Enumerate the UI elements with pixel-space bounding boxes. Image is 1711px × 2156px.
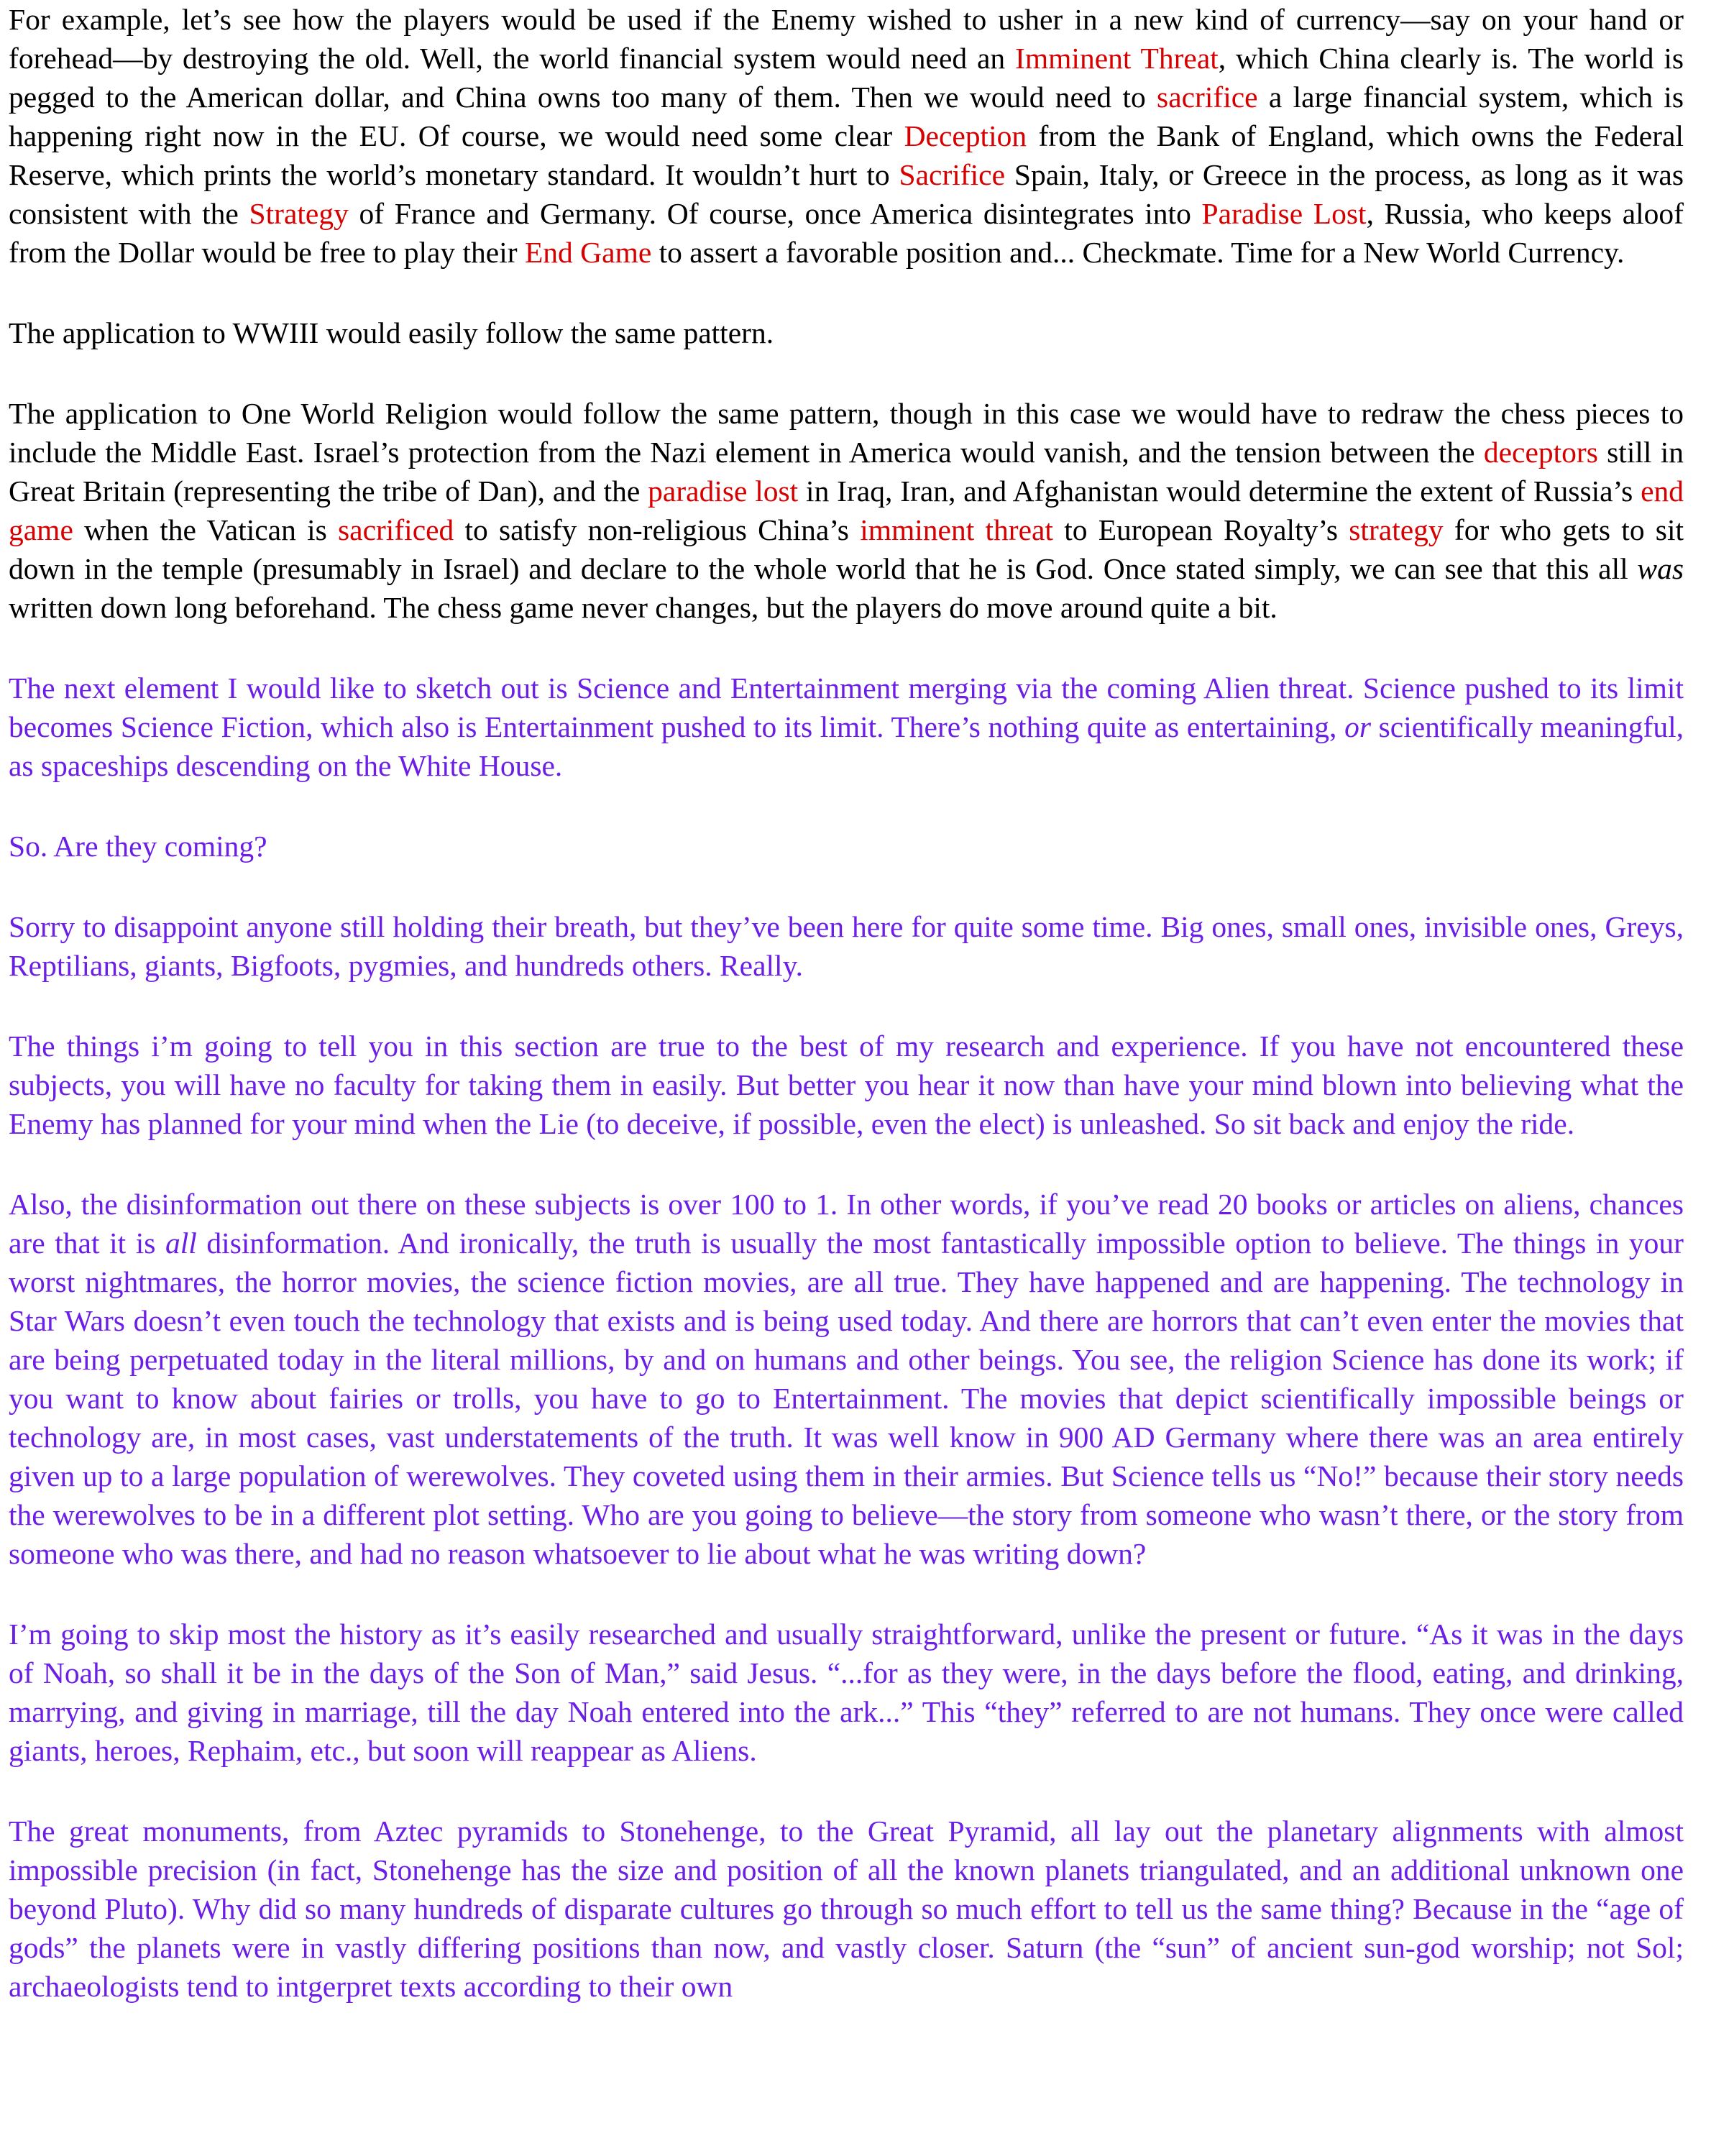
text-run: The great monuments, from Aztec pyramids to Stonehenge, to the Great Pyramid, all lay out the planetary alignments with almost impossible precision (in fact, Stonehenge has the size and position of all the known planets triangulated, and an additional unknown one beyond Pluto). Why did so many hundreds of disparate cultures go through so much effort to tell us the same thing? Because in the “age of gods” the planets were in vastly differing positions than now, and vastly closer. Saturn (the “sun” of ancient sun-god worship; not Sol; archaeologists tend to intgerpret texts according to their own xyxy=(9,1815,1684,2003)
text-run: still in Great Britain (representing the tribe of Dan), and the xyxy=(9,436,1684,508)
text-run: So. Are they coming? xyxy=(9,830,267,863)
text-run: a large financial system, which is happening right now in the EU. Of course, we would need some clear xyxy=(9,81,1684,152)
text-run: for who gets to sit down in the temple (presumably in Israel) and declare to the whole world that he is God. Once stated simply, we can see that this all xyxy=(9,513,1684,585)
text-run: scientifically meaningful, as spaceships descending on the White House. xyxy=(9,710,1684,782)
text-run: For example, let’s see how the players would be used if the Enemy wished to usher in a new kind of currency—say on your hand or forehead—by destroying the old. Well, the world financial system would need an xyxy=(9,3,1684,75)
highlighted-term: end game xyxy=(9,474,1684,546)
text-run: Spain, Italy, or Greece in the process, as long as it was consistent with the xyxy=(9,158,1684,230)
paragraph xyxy=(9,394,1684,627)
text-run: The things i’m going to tell you in this section are true to the best of my research and experience. If you have not encountered these subjects, you will have no faculty for taking them in easily. But better you hear it now than have your mind blown into believing what the Enemy has planned for your mind when the Lie (to deceive, if possible, even the elect) is unleashed. So sit back and enjoy the ride. xyxy=(9,1029,1684,1140)
text-run: Also, the disinformation out there on these subjects is over 100 to 1. In other words, if you’ve read 20 books or articles on aliens, chances are that it is xyxy=(9,1188,1684,1260)
paragraph xyxy=(9,313,1684,352)
paragraph xyxy=(9,907,1684,985)
highlighted-term: Strategy xyxy=(249,197,349,230)
text-run: to satisfy non-religious China’s xyxy=(454,513,861,546)
paragraph xyxy=(9,1615,1684,1770)
emphasis-text: or xyxy=(1344,710,1371,743)
text-run: to European Royalty’s xyxy=(1052,513,1349,546)
highlighted-term: paradise lost xyxy=(648,474,799,508)
highlighted-term: Sacrifice xyxy=(899,158,1005,191)
highlighted-term: deceptors xyxy=(1483,436,1598,469)
paragraph xyxy=(9,0,1684,272)
emphasis-text: all xyxy=(165,1226,197,1260)
text-run: , Russia, who keeps aloof from the Dollar would be free to play their xyxy=(9,197,1684,269)
text-run: The application to One World Religion would follow the same pattern, though in this case we would have to redraw the chess pieces to include the Middle East. Israel’s protection from the Nazi element in America would vanish, and the tension between the xyxy=(9,397,1684,469)
paragraph xyxy=(9,1185,1684,1573)
emphasis-text: was xyxy=(1637,552,1684,585)
paragraph xyxy=(9,1812,1684,2006)
text-run: , which China clearly is. The world is pegged to the American dollar, and China owns too many of them. Then we would need to xyxy=(9,42,1684,114)
text-run: disinformation. And ironically, the truth is usually the most fantastically impossible option to believe. The things in your worst nightmares, the horror movies, the science fiction movies, are all true. They have happened and are happening. The technology in Star Wars doesn’t even touch the technology that exists and is being used today. And there are horrors that can’t even enter the movies that are being perpetuated today in the literal millions, by and on humans and other beings. You see, the religion Science has done its work; if you want to know about fairies or trolls, you have to go to Entertainment. The movies that depict scientifically impossible beings or technology are, in most cases, vast understatements of the truth. It was well know in 900 AD Germany where there was an area entirely given up to a large population of werewolves. They coveted using them in their armies. But Science tells us “No!” because their story needs the werewolves to be in a different plot setting. Who are you going to believe—the story from someone who wasn’t there, or the story from someone who was there, and had no reason whatsoever to lie about what he was writing down? xyxy=(9,1226,1684,1570)
text-run: in Iraq, Iran, and Afghanistan would determine the extent of Russia’s xyxy=(798,474,1641,508)
text-run: Sorry to disappoint anyone still holding their breath, but they’ve been here for quite some time. Big ones, small ones, invisible ones, Greys, Reptilians, giants, Bigfoots, pygmies, and hundreds others. Really. xyxy=(9,910,1684,982)
highlighted-term: End Game xyxy=(524,236,652,269)
highlighted-term: strategy xyxy=(1349,513,1444,546)
text-run: The next element I would like to sketch out is Science and Entertainment merging via the coming Alien threat. Science pushed to its limit becomes Science Fiction, which also is Entertainment pushed to its limit. There’s nothing quite as entertaining, xyxy=(9,671,1684,743)
text-run: I’m going to skip most the history as it’s easily researched and usually straightforward, unlike the present or future. “As it was in the days of Noah, so shall it be in the days of the Son of Man,” said Jesus. “...for as they were, in the days before the flood, eating, and drinking, marrying, and giving in marriage, till the day Noah entered into the ark...” This “they” referred to are not humans. They once were called giants, heroes, Rephaim, etc., but soon will reappear as Aliens. xyxy=(9,1618,1684,1767)
paragraph xyxy=(9,1027,1684,1143)
highlighted-term: imminent threat xyxy=(860,513,1053,546)
text-run: to assert a favorable position and... Checkmate. Time for a New World Currency. xyxy=(651,236,1625,269)
document-page xyxy=(9,0,1684,2006)
paragraph xyxy=(9,669,1684,785)
highlighted-term: sacrifice xyxy=(1157,81,1258,114)
paragraph xyxy=(9,827,1684,866)
highlighted-term: Deception xyxy=(904,119,1027,152)
highlighted-term: Paradise Lost xyxy=(1201,197,1367,230)
text-run: written down long beforehand. The chess game never changes, but the players do move around quite a bit. xyxy=(9,591,1277,624)
text-run: when the Vatican is xyxy=(73,513,338,546)
highlighted-term: sacrificed xyxy=(338,513,454,546)
text-run: The application to WWIII would easily follow the same pattern. xyxy=(9,316,774,349)
text-run: from the Bank of England, which owns the Federal Reserve, which prints the world’s monetary standard. It wouldn’t hurt to xyxy=(9,119,1684,191)
highlighted-term: Imminent Threat xyxy=(1015,42,1219,75)
text-run: of France and Germany. Of course, once America disintegrates into xyxy=(348,197,1202,230)
